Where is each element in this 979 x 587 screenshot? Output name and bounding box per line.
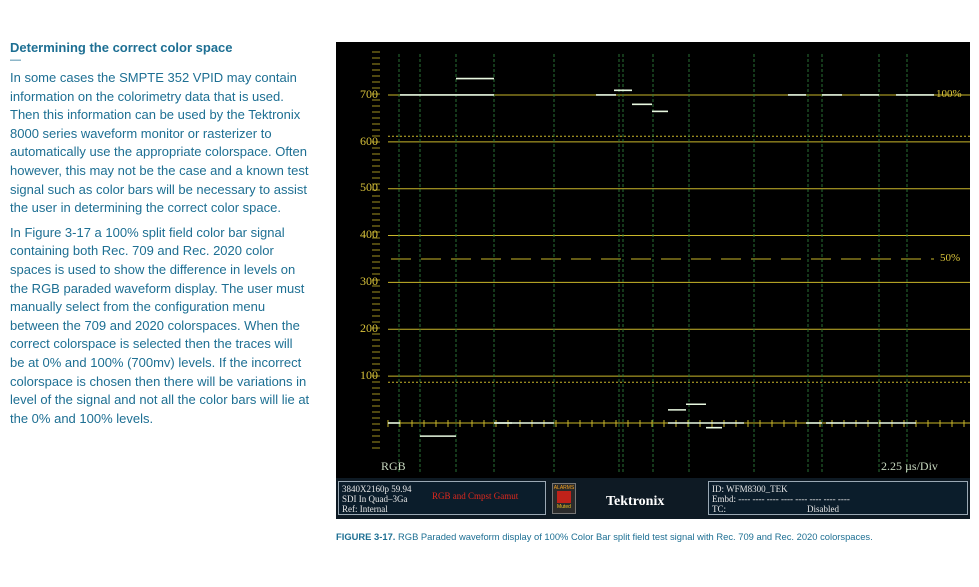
waveform-graticule [336,42,970,476]
waveform-noise [399,54,907,472]
instrument-info-panel [708,481,968,515]
timebase-label: 2.25 µs/Div [881,459,938,473]
alarm-muted-label: Muted [557,504,571,510]
graticule-label-700: 700 [360,87,378,101]
embedded-audio-line: Embd: ---- ---- ---- ---- ---- ---- ---- ---- [712,494,850,504]
timecode-label: TC: [712,504,727,514]
gamut-alarm-text: RGB and Cmpst Gamut [432,491,519,501]
instrument-id: ID: WFM8300_TEK [712,484,788,494]
paragraph-1: In some cases the SMPTE 352 VPID may contain information on the colorimetry data that is used. Then this information can be used by the Tektronix 8000 series waveform monitor or rasterizer to automatically use the appropriate colorspace. Often however, this may not be the case and a known test signal such as color bars will be necessary to assist the user in determining the correct color space. [10,70,309,216]
graticule-label-100: 100 [360,368,378,382]
brand-logo: Tektronix [606,494,665,509]
timecode-line [709,504,967,514]
reference-line: Ref: Internal [342,504,388,514]
format-line: 3840X2160p 59.94 [342,484,412,494]
waveform-monitor-display [336,42,970,519]
status-bar [336,478,970,519]
alarm-indicator [557,491,571,503]
alarm-label: ALARMS [553,485,575,491]
paragraph-2: In Figure 3-17 a 100% split field color bar signal containing both Rec. 709 and Rec. 2020 color spaces is used to show the difference in levels on the RGB paraded waveform display. The user must manually select from the configuration menu between the 709 and 2020 colorspaces. When the correct colorspace is selected then the traces will be at 0% and 100% (700mv) levels. If the incorrect colorspace is chosen then there will be variations in level of the signal and not all the color bars will lie at the 0% and 100% levels. [10,224,310,426]
graticule-label-400: 400 [360,227,378,241]
figure-caption-text: RGB Paraded waveform display of 100% Color Bar split field test signal with Rec. 709 and Rec. 2020 colorspaces. [398,531,873,542]
alarm-muted-icon [552,483,576,514]
mode-label: RGB [381,459,406,473]
graticule-lines [372,52,970,448]
graticule-label-500: 500 [360,180,378,194]
label-50-percent: 50% [940,252,961,264]
heading-dash: — [10,54,21,66]
figure-caption [336,531,873,542]
graticule-label-600: 600 [360,134,378,148]
input-line: SDI In Quad–3Ga [342,494,408,504]
timecode-value: Disabled [807,504,839,514]
section-heading: Determining the correct color space [10,40,233,55]
figure-label: FIGURE 3-17. [336,531,396,542]
article-column [10,40,310,434]
graticule-label-300: 300 [360,274,378,288]
label-100-percent: 100% [936,88,962,100]
graticule-label-200: 200 [360,321,378,335]
